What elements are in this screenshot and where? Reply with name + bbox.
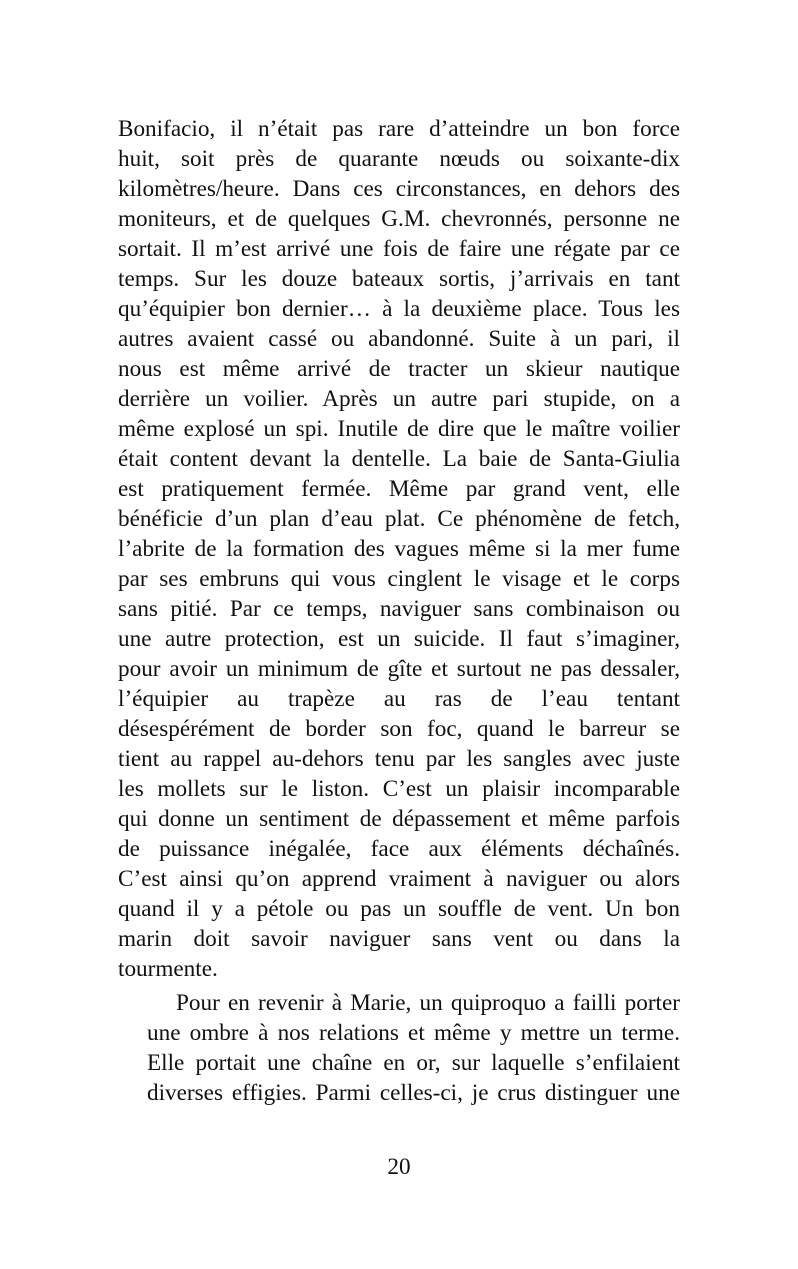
text-line: tient au rappel au-dehors tenu par les sangles avec juste — [118, 746, 680, 772]
text-line: qui donne un sentiment de dépassement et même parfois — [118, 806, 680, 832]
paragraph-2 — [118, 988, 680, 1108]
page-number: 20 — [387, 1154, 411, 1180]
text-line: une ombre à nos relations et même y mettre un terme. — [147, 1020, 680, 1046]
body-text — [118, 114, 680, 1108]
text-line: les mollets sur le liston. C’est un plaisir incomparable — [118, 776, 680, 802]
text-line: nous est même arrivé de tracter un skieur nautique — [118, 356, 680, 382]
text-line: Elle portait une chaîne en or, sur laquelle s’enfilaient — [147, 1050, 680, 1076]
text-line: diverses effigies. Parmi celles-ci, je crus distinguer une — [147, 1080, 680, 1106]
text-line: marin doit savoir naviguer sans vent ou dans la — [118, 926, 680, 952]
text-line: désespérément de border son foc, quand le barreur se — [118, 716, 680, 742]
text-line: même explosé un spi. Inutile de dire que le maître voilier — [118, 416, 680, 442]
text-line: qu’équipier bon dernier… à la deuxième place. Tous les — [118, 296, 680, 322]
text-line: autres avaient cassé ou abandonné. Suite à un pari, il — [118, 326, 680, 352]
text-line: moniteurs, et de quelques G.M. chevronnés, personne ne — [118, 206, 680, 232]
text-line: une autre protection, est un suicide. Il faut s’imaginer, — [118, 626, 680, 652]
text-line: C’est ainsi qu’on apprend vraiment à naviguer ou alors — [118, 866, 680, 892]
text-line: l’équipier au trapèze au ras de l’eau tentant — [118, 686, 680, 712]
text-line: l’abrite de la formation des vagues même si la mer fume — [118, 536, 680, 562]
text-line: par ses embruns qui vous cinglent le visage et le corps — [118, 566, 680, 592]
text-line: Pour en revenir à Marie, un quiproquo a failli porter — [176, 990, 680, 1016]
text-line: huit, soit près de quarante nœuds ou soixante-dix — [118, 146, 680, 172]
text-line: est pratiquement fermée. Même par grand vent, elle — [118, 476, 680, 502]
text-line: Bonifacio, il n’était pas rare d’atteindre un bon force — [118, 116, 680, 142]
text-line: kilomètres/heure. Dans ces circonstances, en dehors des — [118, 176, 680, 202]
text-line: sans pitié. Par ce temps, naviguer sans combinaison ou — [118, 596, 680, 622]
text-line: bénéficie d’un plan d’eau plat. Ce phénomène de fetch, — [118, 506, 680, 532]
paragraph-1 — [118, 114, 680, 984]
text-line: sortait. Il m’est arrivé une fois de faire une régate par ce — [118, 236, 680, 262]
text-line: temps. Sur les douze bateaux sortis, j’arrivais en tant — [118, 266, 680, 292]
text-line: de puissance inégalée, face aux éléments déchaînés. — [118, 836, 680, 862]
text-line: derrière un voilier. Après un autre pari stupide, on a — [118, 386, 680, 412]
text-line: tourmente. — [118, 956, 218, 982]
text-line: quand il y a pétole ou pas un souffle de vent. Un bon — [118, 896, 680, 922]
text-line: était content devant la dentelle. La baie de Santa-Giulia — [118, 446, 680, 472]
text-line: pour avoir un minimum de gîte et surtout ne pas dessaler, — [118, 656, 680, 682]
